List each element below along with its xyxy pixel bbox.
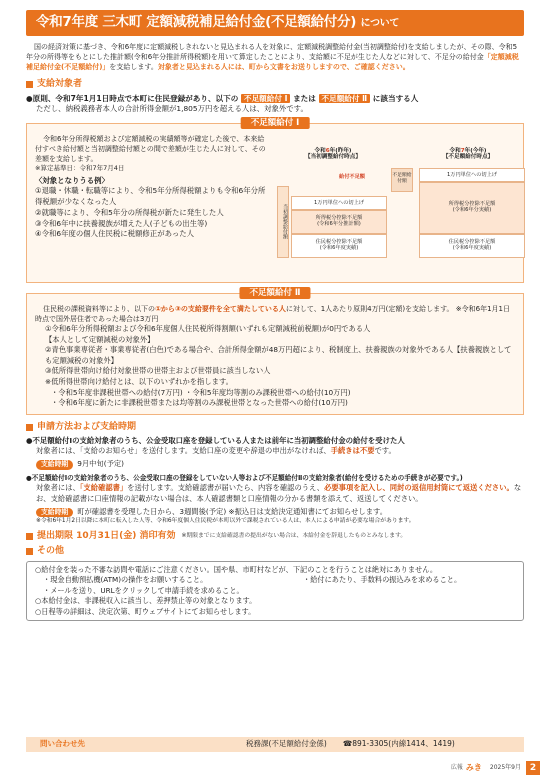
intro-text-end: を支給します。 <box>109 62 158 71</box>
contact-dept: 税務課(不足額給付金係) <box>246 739 327 749</box>
diagram-bar-roundup-2: 1万円単位への切上げ <box>419 168 525 182</box>
eligibility-principle: ●原則、令和7年1月1日時点で本町に住民登録があり、以下の 不足額給付 Ⅰ または 不足額給付 Ⅱ に該当する人 <box>26 94 419 104</box>
deadline-note: ※期限までに支給確認書の提出がない場合は、本給付金を辞退したものとみなします。 <box>181 533 407 540</box>
other-item: ○給付金を装った不審な訪問や電話にご注意ください。国や県、市町村などが、下記のことを行うことは絶対にありません。 <box>35 564 438 574</box>
timing-pill: 支給時期 <box>36 460 73 470</box>
intro-paragraph <box>26 42 524 72</box>
page-number: 2 <box>526 761 540 775</box>
title-name: 定額減税補足給付金(不足額給付分) <box>146 14 357 30</box>
title-suffix: について <box>360 18 400 29</box>
tag-shortage-2: 不足額給付 Ⅱ <box>319 94 371 103</box>
tag-shortage-1: 不足額給付 Ⅰ <box>241 94 290 103</box>
intro-highlight: 「定額減税補足給付金(不足額給付)」 <box>26 52 519 71</box>
diagram-bar-resident-2: 住民税分控除不足額 (令和6年度実績) <box>419 234 525 258</box>
diagram-bar-roundup-1: 1万円単位への切上げ <box>291 196 387 210</box>
shortage-benefit-2-box <box>26 287 524 415</box>
contact-tel: ☎891-3305(内線1414、1419) <box>342 739 455 749</box>
title-year: 令和7年度 <box>36 14 98 30</box>
box2-description: 住民税の課税資料等により、以下の①から③の支給要件を全て満たしている人に対して、1人あたり原則4万円(定額)を支給します。 ※令和6年1月1日時点で国外居住者であった場合は3万円 <box>35 304 510 323</box>
condition-item: ①退職・休職・転職等により、令和5年分所得税額よりも令和6年分所得税額が少なくなった人 <box>35 186 266 207</box>
requirement-note: ・令和6年度に新たに非課税世帯または均等割のみ課税世帯となった世帯への給付(10万円) <box>51 398 348 408</box>
diagram-bar-income-1: 所得税分控除不足額 (令和6年分推計額) <box>291 210 387 234</box>
requirement-item: ②青色事業専従者・事業専従者(白色)である場合や、合計所得金額が48万円超により、税制度上、扶養親族の対象外である人【扶養親族としても定額減税の対象外】 <box>45 345 512 365</box>
page-footer <box>451 761 540 775</box>
box-title: 不足額給付 Ⅰ <box>241 117 310 129</box>
magazine-label: 広報 <box>450 763 463 771</box>
diagram-bar-resident-1: 住民税分控除不足額 (令和6年度実績) <box>291 234 387 258</box>
eligibility-exclusion: ただし、納税義務者本人の合計所得金額が1,805万円を超える人は、対象外です。 <box>36 104 308 114</box>
page-title <box>26 10 524 36</box>
diagram-col-label-2025: 令和7年(今年) 【不足額給付時点】 <box>442 147 494 161</box>
other-item: ○本給付金は、非課税収入に該当し、差押禁止等の対象となります。 <box>35 596 257 606</box>
condition-item: ④令和6年度の個人住民税に税額修正があった人 <box>35 229 195 239</box>
square-bullet-icon <box>26 533 33 540</box>
other-item: ・給付にあたり、手数料の振込みを求めること。 <box>303 575 462 585</box>
apply-case-1-timing: 支給時期 9月中旬(予定) <box>26 459 524 470</box>
condition-item: ③令和6年中に扶養親族が増えた人(子どもの出生等) <box>35 218 208 228</box>
benefit-diagram <box>273 134 515 262</box>
issue-date: 2025年9月 <box>489 763 521 771</box>
requirement-note: 【本人として定額減税の対象外】 <box>45 334 155 344</box>
diagram-col-label-2024: 令和6年(昨年) 【当初調整給付時点】 <box>305 147 361 161</box>
square-bullet-icon <box>26 81 33 88</box>
apply-case-1-heading: ●不足額給付Ⅰの支給対象者のうち、公金受取口座を登録している人または前年に当初調整給付金の給付を受けた人 <box>26 435 405 445</box>
section-heading-text: 支給対象者 <box>37 78 83 89</box>
box-title: 不足額給付 Ⅱ <box>239 287 310 299</box>
section-apply-heading: 申請方法および支給時期 <box>26 421 524 434</box>
apply-case-2-text: 対象者には、「支給確認書」を送付します。支給確認書が届いたら、内容を確認のうえ、必要事項を記入し、同封の返信用封筒にて返送ください。なお、支給確認書に口座情報の記載がない場合は、本人確認書類と口座情報の分かる書類を添えて、返送してください。 <box>36 483 522 503</box>
magazine-logo: みき <box>465 763 482 773</box>
section-eligible-heading <box>26 78 524 91</box>
title-town: 三木町 <box>102 14 142 30</box>
conditions-heading: 〈対象となりうる例〉 <box>35 175 109 185</box>
section-deadline-heading: 提出期限 10月31日(金) 消印有効 ※期限までに支給確認書の提出がない場合は、本給付金を辞退したものとみなします。 <box>26 530 524 543</box>
requirement-note: ・令和5年度非課税世帯への給付(7万円) ・令和5年度均等割のみ課税世帯への給付(10万円) <box>51 387 351 397</box>
condition-item: ②就職等により、令和5年分の所得税が新たに発生した人 <box>35 207 224 217</box>
other-item: ・メールを送り、URLをクリックして申請手続を求めること。 <box>43 585 244 595</box>
apply-note: ※令和6年1月2日以降に本町に転入した人等、令和6年度個人住民税が本町以外で課税されている人は、本人による申請が必要な場合があります。 <box>36 518 415 525</box>
contact-bar <box>26 737 524 752</box>
shortage-label: 給付不足額 <box>339 173 365 180</box>
other-item: ・現金自動預払機(ATM)の操作をお願いすること。 <box>43 575 208 585</box>
requirement-item: ①令和6年分所得税額および令和6年度個人住民税所得割額(いずれも定額減税前税額)が0円である人 <box>45 324 371 334</box>
intro-notice: 対象者と見込まれる人には、町から文書をお送りしますので、ご確認ください。 <box>157 62 410 71</box>
intro-text: 国の経済対策に基づき、令和6年度に定額減税しきれないと見込まれる人を対象に、定額減税調整給付金(当初調整給付)を支給しましたが、その際、令和5年分の所得等をもとにした推計額(令和6年分推計所得税額)を用いて算定したことにより、支給額に不足が生じた人などに対して、不足分の給付金 <box>26 42 518 61</box>
square-bullet-icon <box>26 424 33 431</box>
requirement-item: ③低所得世帯向け給付対象世帯の世帯主および世帯員に該当しない人 <box>45 366 271 376</box>
apply-case-2-heading: ●不足額給付Ⅰの支給対象者のうち、公金受取口座の登録をしていない人等および不足額給付Ⅱの支給対象者(給付を受けるための手続きが必要です。) <box>26 473 463 482</box>
timing-pill: 支給時期 <box>36 508 73 518</box>
base-date: ※算定基準日：令和7年7月4日 <box>35 164 125 173</box>
other-item: ○日程等の詳細は、決定次第、町ウェブサイトにてお知らせします。 <box>35 606 256 616</box>
contact-label: 問い合わせ先 <box>40 739 85 749</box>
initial-adjustment-label: 当初調整給付額 <box>277 186 289 258</box>
apply-case-1-text: 対象者には、「支給のお知らせ」を送付します。支給口座の変更や辞退の申出がなければ、手続きは不要です。 <box>36 446 396 456</box>
shortage-amount-label: 不足額給付額 <box>391 168 413 192</box>
box-description: 令和6年分所得税額および定額減税の実績額等が確定した後で、本来給付すべき給付額と当初調整給付額との間で差額が生じた人に対して、その差額を支給します。 <box>35 134 266 164</box>
diagram-bar-income-2: 所得税分控除不足額 (令和6年分実績) <box>419 182 525 234</box>
square-bullet-icon <box>26 548 33 555</box>
apply-case-2-timing: 支給時期 町が確認書を受理した日から、3週間後(予定) ※振込日は支給決定通知書にてお知らせします。 <box>26 507 524 518</box>
other-notes-box <box>26 561 524 621</box>
section-other-heading: その他 <box>26 545 524 558</box>
requirement-note: ※低所得世帯向け給付とは、以下のいずれかを指します。 <box>45 376 233 386</box>
shortage-benefit-1-box <box>26 117 524 283</box>
